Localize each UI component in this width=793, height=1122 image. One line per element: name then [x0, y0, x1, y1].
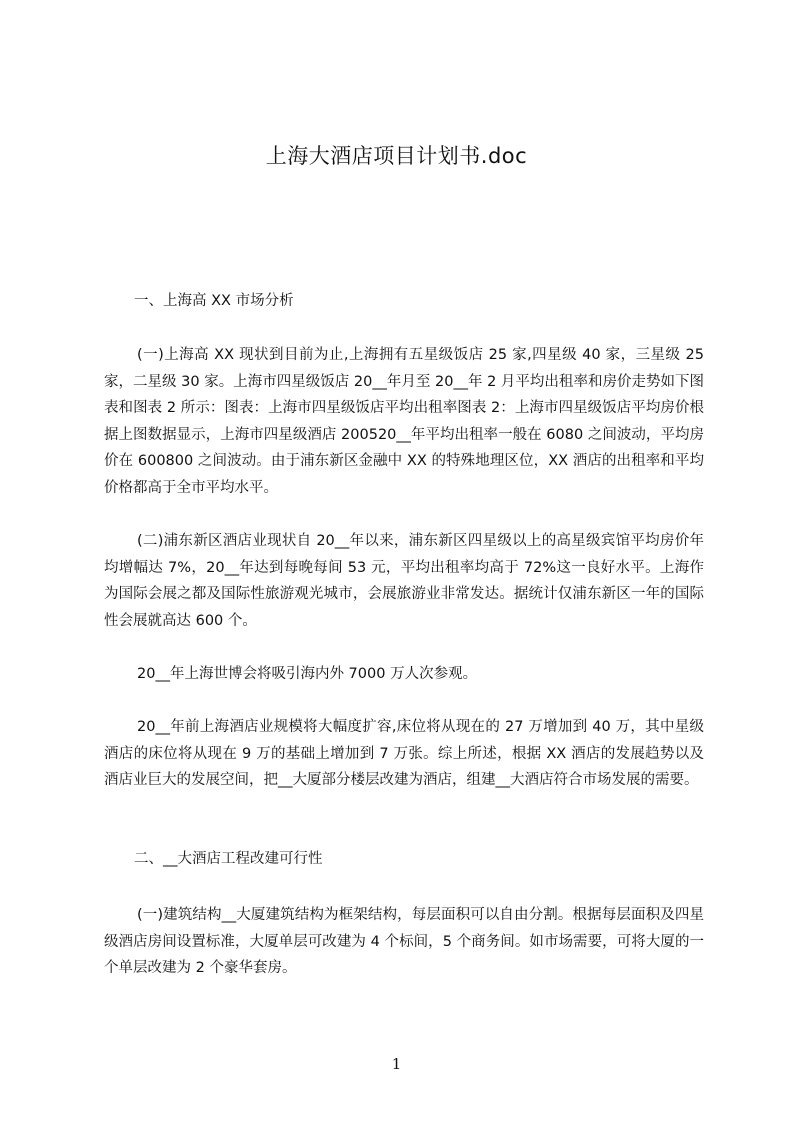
section-heading-market-analysis: 一、上海高 XX 市场分析 — [134, 293, 294, 309]
section-heading-feasibility: 二、__大酒店工程改建可行性 — [134, 851, 323, 867]
paragraph-shanghai-status: (一)上海高 XX 现状到目前为止,上海拥有五星级饭店 25 家,四星级 40 家，三星级 25 家，二星级 30 家。上海市四星级饭店 20__年月至 20__年 2 月平均出租率和房价走势如下图表和图表 2 所示：图表：上海市四星级饭店平均出租率图表 2：上海市四星级饭店平均房价根据上图数据显示，上海市四星级酒店 200520__年平均出租率一般在 6080 之间波动，平均房价在 600800 之间波动。由于浦东新区金融中 XX 的特殊地理区位，XX 酒店的出租率和平均价格都高于全市平均水平。 — [104, 347, 704, 496]
paragraph-expansion: 20__年前上海酒店业规模将大幅度扩容,床位将从现在的 27 万增加到 40 万，其中星级酒店的床位将从现在 9 万的基础上增加到 7 万张。综上所述，根据 XX 酒店的发展趋势以及酒店业巨大的发展空间，把__大厦部分楼层改建为酒店，组建__大酒店符合市场发展的需要。 — [104, 719, 704, 788]
paragraph-building-structure: (一)建筑结构__大厦建筑结构为框架结构，每层面积可以自由分割。根据每层面积及四星级酒店房间设置标准，大厦单层可改建为 4 个标间，5 个商务间。如市场需要，可将大厦的一个单层改建为 2 个豪华套房。 — [104, 907, 704, 976]
paragraph-expo: 20__年上海世博会将吸引海内外 7000 万人次参观。 — [137, 666, 478, 682]
document-title: 上海大酒店项目计划书.doc — [265, 144, 528, 168]
page-number: 1 — [391, 1055, 402, 1073]
paragraph-pudong-status: (二)浦东新区酒店业现状自 20__年以来，浦东新区四星级以上的高星级宾馆平均房价年均增幅达 7%，20__年达到每晚每间 53 元，平均出租率均高于 72%这一良好水平。上海作为国际会展之都及国际性旅游观光城市，会展旅游业非常发达。据统计仅浦东新区一年的国际性会展就高达 600 个。 — [104, 533, 704, 629]
